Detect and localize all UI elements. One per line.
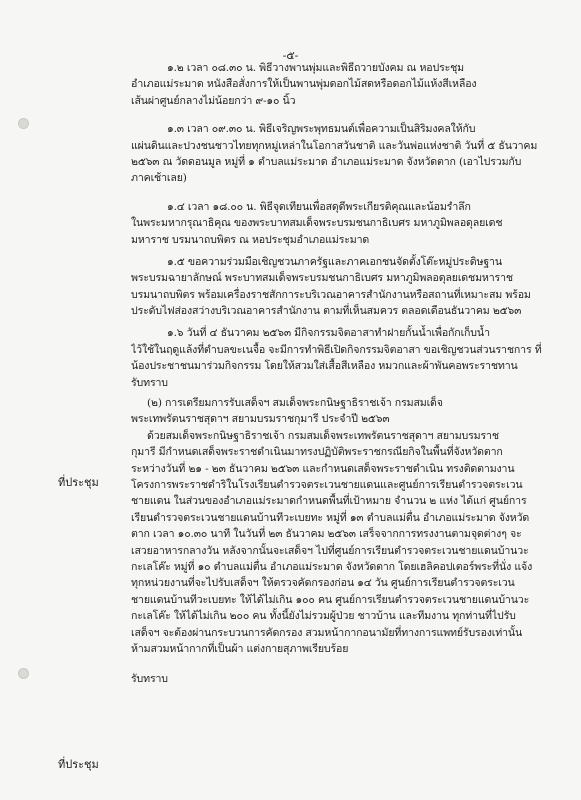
text-line: เส้นผ่าศูนย์กลางไม่น้อยกว่า ๙-๑๐ นิ้ว	[131, 94, 296, 107]
item-1-2	[131, 60, 563, 109]
text-line: ตาก เวลา ๑๐.๓๐ นาที ในวันที่ ๒๓ ธันวาคม ๒๕๖๓ เสร็จจากการทรงงานตามจุดต่างๆ จะ	[131, 528, 522, 541]
text-line: ชายแดน ในส่วนของอำเภอแม่ระมาดกำหนดพื้นที่เป้าหมาย จำนวน ๒ แห่ง ได้แก่ ศูนย์การ	[131, 495, 527, 508]
text-line: เสด็จฯ จะต้องผ่านกระบวนการคัดกรอง สวมหน้ากากอนามัยที่ทางการแพทย์รับรองเท่านั้น	[131, 626, 523, 639]
text-line: พระบรมฉายาลักษณ์ พระบาทสมเด็จพระบรมชนกาธิเบศร มหาภูมิพลอดุลยเดชมหาราช	[131, 272, 513, 285]
text-line: ๒๕๖๓ ณ วัดดอนมูล หมู่ที่ ๑ ตำบลแม่ระมาด อำเภอแม่ระมาด จังหวัดตาก (เอาไปรวมกับ	[131, 155, 522, 168]
text-line: ๑.๕ ขอความร่วมมือเชิญชวนภาครัฐและภาคเอกชนจัดตั้งโต๊ะหมู่ประดิษฐาน	[167, 255, 502, 268]
text-line: เสวยอาหารกลางวัน หลังจากนั้นจะเสด็จฯ ไปที่ศูนย์การเรียนตำรวจตระเวนชายแดนบ้านวะ	[131, 544, 529, 557]
acknowledged-text: รับทราบ	[131, 673, 168, 686]
acknowledged-text: รับทราบ	[131, 376, 168, 389]
meeting-label: ที่ประชุม	[58, 476, 99, 489]
text-line: ชายแดนบ้านทีวะเบยทะ ให้ได้ไม่เกิน ๑๐๐ คน ศูนย์การเรียนตำรวจตระเวนชายแดนบ้านวะ	[131, 593, 530, 606]
text-line: ๑.๒ เวลา ๐๘.๓๐ น. พิธีวางพานพุ่มและพิธีถวายบังคม ณ หอประชุม	[167, 62, 465, 74]
text-line: มหาราช บรมนาถบพิตร ณ หอประชุมอำเภอแม่ระมาด	[131, 233, 370, 246]
item-1-3	[131, 121, 563, 187]
text-line: อำเภอแม่ระมาด หนังสือสั่งการให้เป็นพานพุ่มดอกไม้สดหรือดอกไม้แห้งสีเหลือง	[131, 78, 477, 91]
text-line: ด้วยสมเด็จพระกนิษฐาธิราชเจ้า กรมสมเด็จพระเทพรัตนราชสุดาฯ สยามบรมราช	[147, 429, 499, 442]
item-1-4	[131, 199, 563, 248]
text-line: ทุกหน่วยงานที่จะไปรับเสด็จฯ ให้ตรวจคัดกรองก่อน ๑๔ วัน ศูนย์การเรียนตำรวจตระเวน	[131, 577, 515, 590]
text-line: ๑.๖ วันที่ ๔ ธันวาคม ๒๕๖๓ มีกิจกรรมจิตอาสาทำฝายกั้นน้ำเพื่อกักเก็บน้ำ	[167, 327, 490, 340]
item-1-5	[131, 254, 563, 320]
text-line: ๑.๓ เวลา ๐๙.๓๐ น. พิธีเจริญพระพุทธมนต์เพื่อความเป็นสิริมงคลให้กับ	[167, 123, 476, 136]
section-2	[131, 395, 563, 657]
binder-hole	[18, 118, 29, 129]
meeting-label: ที่ประชุม	[58, 758, 99, 771]
section-2-heading: (๒) การเตรียมการรับเสด็จฯ สมเด็จพระกนิษฐาธิราชเจ้า กรมสมเด็จ	[147, 397, 443, 410]
text-line: โครงการพระราชดำริในโรงเรียนตำรวจตระเวนชายแดนและศูนย์การเรียนตำรวจตระเวน	[131, 478, 523, 491]
text-line: ห้ามสวมหน้ากากที่เป็นผ้า แต่งกายสุภาพเรียบร้อย	[131, 642, 349, 655]
text-line: บรมนาถบพิตร พร้อมเครื่องราชสักการะบริเวณอาคารสำนักงานหรือสถานที่เหมาะสม พร้อม	[131, 288, 531, 301]
text-line: กะเลโค๊ะ ให้ได้ไม่เกิน ๒๐๐ คน ทั้งนี้ยังไม่รวมผู้ป่วย ชาวบ้าน และทีมงาน ทุกท่านที่ไปรับ	[131, 610, 516, 623]
text-line: ในพระมหากรุณาธิคุณ ของพระบาทสมเด็จพระบรมชนกาธิเบศร มหาภูมิพลอดุลยเดช	[131, 217, 503, 230]
text-line: ๑.๔ เวลา ๑๘.๐๐ น. พิธีจุดเทียนเพื่อสดุดีพระเกียรติคุณและน้อมรำลึก	[167, 200, 471, 213]
document-body	[131, 60, 563, 688]
text-line: ไว้ใช้ในฤดูแล้งที่ตำบลขะเนจื้อ จะมีการทำพิธีเปิดกิจกรรมจิตอาสา ขอเชิญชวนส่วนราชการ ที่	[131, 343, 542, 356]
text-line: แผ่นดินและปวงชนชาวไทยทุกหมู่เหล่าในโอกาสวันชาติ และวันพ่อแห่งชาติ วันที่ ๕ ธันวาคม	[131, 139, 538, 152]
text-line: ภาคเช้าเลย)	[131, 172, 187, 185]
text-line: เรียนตำรวจตระเวนชายแดนบ้านทีวะเบยทะ หมู่ที่ ๑๓ ตำบลแม่ตื่น อำเภอแม่ระมาด จังหวัด	[131, 511, 530, 524]
text-line: ประดับไฟส่องสว่างบริเวณอาคารสำนักงาน ตามที่เห็นสมควร ตลอดเดือนธันวาคม ๒๕๖๓	[131, 305, 522, 318]
text-line: ระหว่างวันที่ ๒๑ - ๒๓ ธันวาคม ๒๕๖๓ และกำหนดเสด็จพระราชดำเนิน ทรงติดตามงาน	[131, 462, 515, 475]
binder-hole	[18, 668, 29, 679]
text-line: กะเลโค๊ะ หมู่ที่ ๑๐ ตำบลแม่ตื่น อำเภอแม่ระมาด จังหวัดตาก โดยเฮลิคอปเตอร์พระที่นั่ง แจ้ง	[131, 560, 533, 573]
item-1-6	[131, 325, 563, 391]
section-2-heading: พระเทพรัตนราชสุดาฯ สยามบรมราชกุมารี ประจำปี ๒๕๖๓	[131, 413, 390, 426]
text-line: น้องประชาชนมาร่วมกิจกรรม โดยให้สวมใส่เสื้อสีเหลือง หมวกและผ้าพันคอพระราชทาน	[131, 360, 518, 373]
page-number: -๕-	[282, 49, 299, 62]
text-line: กุมารี มีกำหนดเสด็จพระราชดำเนินมาทรงปฏิบัติพระราชกรณียกิจในพื้นที่จังหวัดตาก	[131, 446, 503, 459]
